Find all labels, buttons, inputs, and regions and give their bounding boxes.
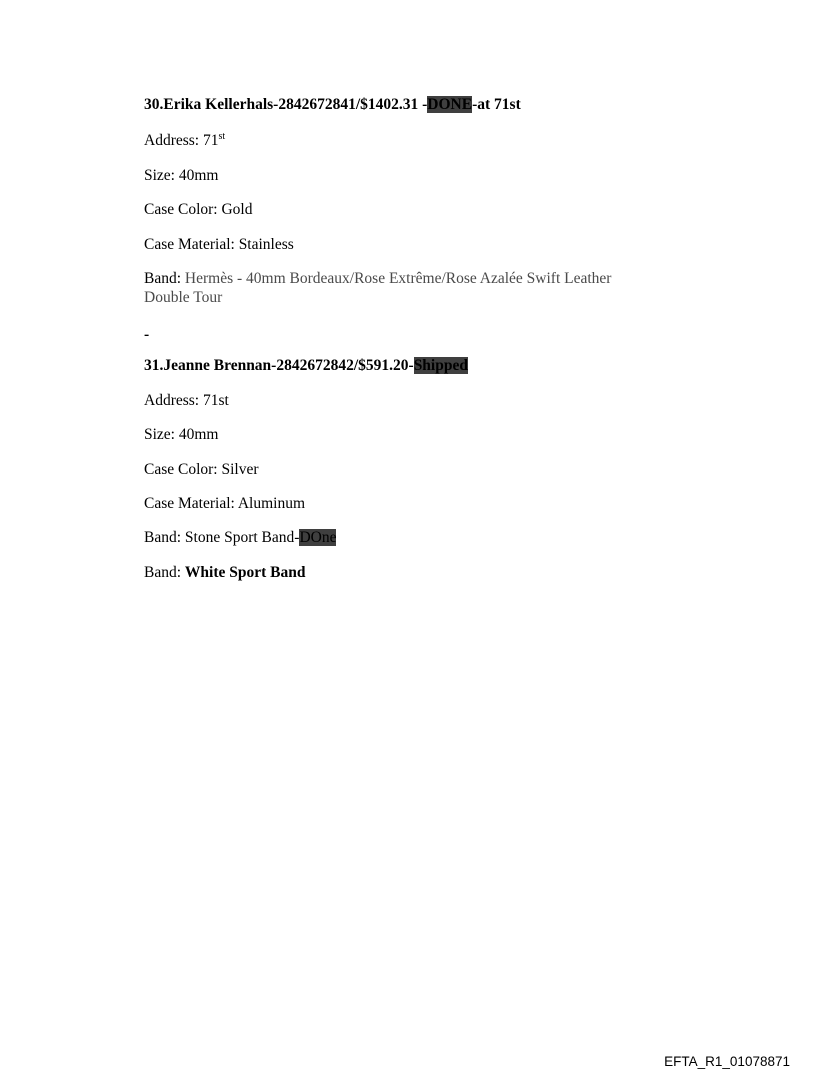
entry-30-case-color: Case Color: Gold [144,201,253,218]
entry-30-size: Size: 40mm [144,167,219,184]
entry-30-location: -at 71st [472,96,521,113]
entry-31-status-highlight: Shipped [413,357,468,374]
entry-30-heading [144,95,521,114]
entry-separator: - [144,326,150,343]
entry-30-band-label: Band: [144,270,185,287]
entry-31-band-2-label: Band: [144,564,185,581]
entry-30-address [144,131,225,150]
entry-30-address-label: Address: [144,132,203,149]
entry-30-status-highlight: DONE [427,96,473,113]
entry-31-band-1-label: Band: Stone Sport Band- [144,529,300,546]
entry-31-band-2 [144,563,306,582]
entry-31-case-material: Case Material: Aluminum [144,495,306,512]
entry-30-title: 30.Erika Kellerhals-2842672841/$1402.31 - [144,96,428,113]
entry-30-band-continuation: Double Tour [144,289,223,306]
entry-30-address-superscript: st [218,131,226,142]
entry-30-case-material: Case Material: Stainless [144,236,294,253]
entry-30-band [144,269,611,288]
entry-30-band-value: Hermès - 40mm Bordeaux/Rose Extrême/Rose Azalée Swift Leather [184,270,612,287]
entry-31-band-2-value: White Sport Band [184,564,306,581]
document-id-footer: EFTA_R1_01078871 [664,1054,790,1069]
entry-31-address: Address: 71st [144,392,229,409]
entry-31-heading [144,356,468,375]
entry-31-band-1-status-highlight: DOne [299,529,337,546]
entry-31-case-color: Case Color: Silver [144,461,259,478]
entry-31-band-1 [144,528,336,547]
entry-31-size: Size: 40mm [144,426,219,443]
entry-30-address-value: 71 [202,132,219,149]
entry-31-title: 31.Jeanne Brennan-2842672842/$591.20- [144,357,414,374]
